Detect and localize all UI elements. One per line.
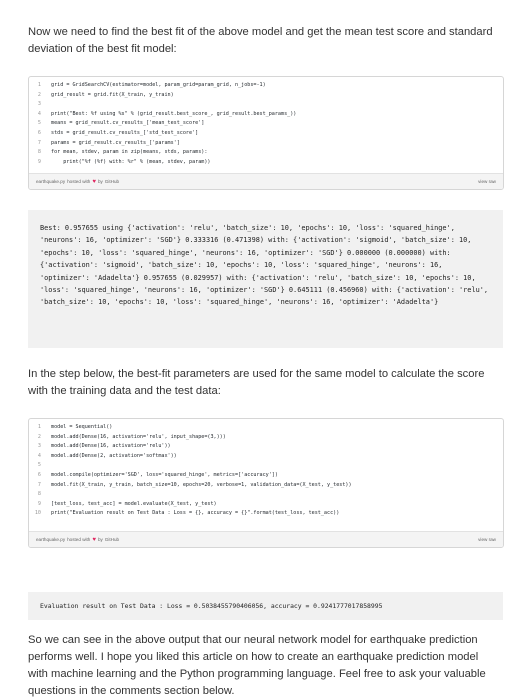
code-line <box>29 442 503 452</box>
line-number: 1 <box>37 424 41 430</box>
code-line <box>29 158 503 168</box>
heart-icon: ♥ <box>92 536 96 543</box>
gist-by-text: by <box>97 179 103 184</box>
code-text: means = grid_result.cv_results_['mean_test_score'] <box>51 120 205 127</box>
code-text: model.add(Dense(16, activation='relu')) <box>51 443 171 450</box>
code-line <box>29 452 503 462</box>
line-number: 7 <box>37 481 41 488</box>
code-line <box>29 100 503 110</box>
line-number: 4 <box>37 110 41 117</box>
line-number: 8 <box>37 149 41 156</box>
gist-hosted-text: hosted with <box>67 179 91 184</box>
gist-file-link[interactable]: earthquake.py <box>36 537 66 542</box>
code-text: model.fit(X_train, y_train, batch_size=10, epochs=20, verbose=1, validation_data=(X_test, y_test)) <box>51 481 352 488</box>
code-line <box>29 509 503 519</box>
view-raw-link[interactable]: view raw <box>478 537 496 542</box>
line-number: 3 <box>37 101 41 108</box>
evaluation-output: Evaluation result on Test Data : Loss = 0.5038455790406056, accuracy = 0.9241777017858995 <box>28 592 503 620</box>
grid-search-output: Best: 0.957655 using {'activation': 'relu', 'batch_size': 10, 'epochs': 10, 'loss': 'squared_hinge', 'neurons': 16, 'optimizer': 'SGD'} 0.333316 (0.471398) with: {'activation': 'sigmoid', 'batch_size': 10, 'epochs': 10, 'loss': 'squared_hinge', 'neurons': 16, 'optimizer': 'SGD'} 0.000000 (0.000000) with: {'activation': 'sigmoid', 'batch_size': 10, 'epochs': 10, 'loss': 'squared_hinge', 'neurons': 16, 'optimizer': 'Adadelta'} 0.957655 (0.029957) with: {'activation': 'relu', 'batch_size': 10, 'epochs': 10, 'loss': 'squared_hinge', 'neurons': 16, 'optimizer': 'SGD'} 0.645111 (0.456960) with: {'activation': 'relu', 'batch_size': 10, 'epochs': 10, 'loss': 'squared_hinge', 'neurons': 16, 'optimizer': 'Adadelta'} <box>28 210 503 348</box>
closing-paragraph: So we can see in the above output that our neural network model for earthquake prediction performs well. I hope you liked this article on how to create an earthquake prediction model with machine learning and the Python programming language. Feel free to ask your valuable questions in the comments section below. <box>28 634 486 697</box>
gist-file-link[interactable]: earthquake.py <box>36 179 66 184</box>
gist-code-body <box>29 419 503 531</box>
code-line <box>29 129 503 139</box>
line-number: 2 <box>37 433 41 440</box>
code-text: for mean, stdev, param in zip(means, stds, params): <box>51 149 208 156</box>
code-line <box>29 110 503 120</box>
intro-paragraph: Now we need to find the best fit of the above model and get the mean test score and standard deviation of the best fit model: <box>28 26 493 55</box>
code-text: print("Evaluation result on Test Data : Loss = {}, accuracy = {}".format(test_loss, test_acc)) <box>51 510 340 517</box>
code-text: print("%f (%f) with: %r" % (mean, stdev, param)) <box>51 158 211 165</box>
gist-footer <box>29 531 503 547</box>
line-number: 2 <box>37 91 41 98</box>
code-line <box>29 139 503 149</box>
line-number: 8 <box>37 491 41 498</box>
view-raw-link[interactable]: view raw <box>478 179 496 184</box>
github-link[interactable]: GitHub <box>104 537 120 542</box>
code-text: grid_result = grid.fit(X_train, y_train) <box>51 91 174 98</box>
code-line <box>29 119 503 129</box>
step-paragraph: In the step below, the best-fit parameters are used for the same model to calculate the score with the training data and the test data: <box>28 368 485 397</box>
code-text: model.compile(optimizer='SGD', loss='squared_hinge', metrics=['accuracy']) <box>51 471 278 478</box>
line-number: 9 <box>37 158 41 165</box>
code-line <box>29 490 503 500</box>
line-number: 3 <box>37 443 41 450</box>
code-text: params = grid_result.cv_results_['params'] <box>51 139 180 146</box>
line-number: 6 <box>37 129 41 136</box>
code-gist-evaluate <box>28 418 504 548</box>
code-text: model = Sequential() <box>51 424 113 430</box>
code-line <box>29 433 503 443</box>
gist-by-text: by <box>97 537 103 542</box>
code-text: model.add(Dense(16, activation='relu', input_shape=(3,))) <box>51 433 226 440</box>
code-gist-grid-search <box>28 76 504 190</box>
code-line <box>29 461 503 471</box>
code-line <box>29 423 503 433</box>
line-number: 1 <box>37 82 41 88</box>
code-line <box>29 91 503 101</box>
gist-code-body <box>29 77 503 173</box>
code-line <box>29 81 503 91</box>
line-number: 6 <box>37 471 41 478</box>
code-text: model.add(Dense(2, activation='softmax')) <box>51 452 177 459</box>
line-number: 7 <box>37 139 41 146</box>
heart-icon: ♥ <box>92 178 96 185</box>
line-number: 10 <box>34 510 41 517</box>
code-line <box>29 148 503 158</box>
gist-hosted-text: hosted with <box>67 537 91 542</box>
code-line <box>29 500 503 510</box>
code-text: print("Best: %f using %s" % (grid_result.best_score_, grid_result.best_params_)) <box>51 110 297 117</box>
gist-footer <box>29 173 503 189</box>
code-line <box>29 481 503 491</box>
code-text: [test_loss, test_acc] = model.evaluate(X_test, y_test) <box>51 500 217 507</box>
line-number: 4 <box>37 452 41 459</box>
code-line <box>29 471 503 481</box>
line-number: 9 <box>37 500 41 507</box>
code-text: grid = GridSearchCV(estimator=model, param_grid=param_grid, n_jobs=-1) <box>51 82 266 88</box>
github-link[interactable]: GitHub <box>104 179 120 184</box>
line-number: 5 <box>37 462 41 469</box>
line-number: 5 <box>37 120 41 127</box>
code-text: stds = grid_result.cv_results_['std_test_score'] <box>51 129 199 136</box>
